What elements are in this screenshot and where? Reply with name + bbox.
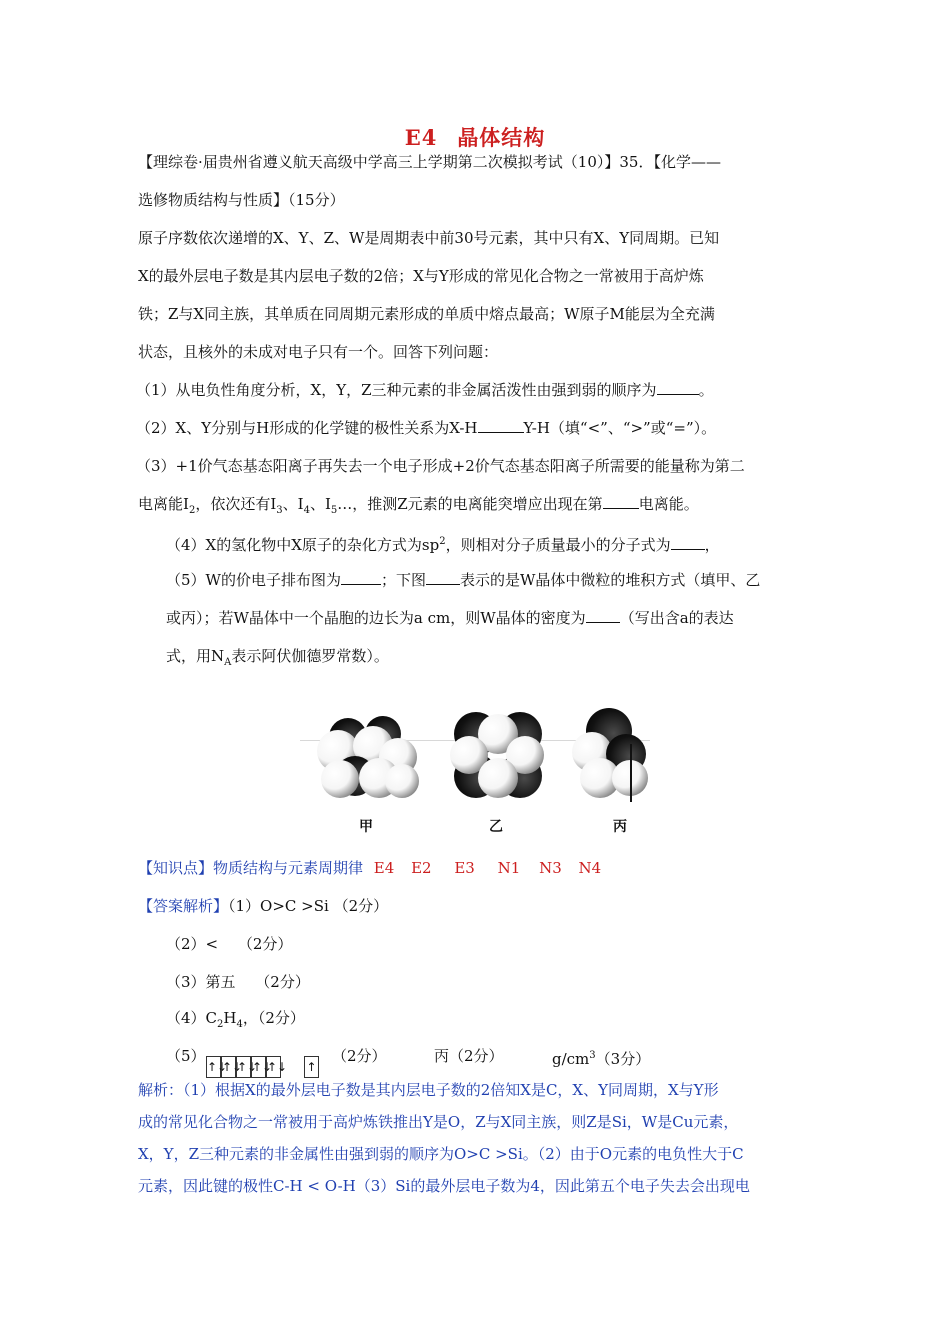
source-line-2: 选修物质结构与性质】（15分） bbox=[138, 191, 345, 209]
knowledge-code: E3 bbox=[454, 859, 475, 877]
caption-jia: 甲 bbox=[359, 819, 373, 835]
orbital-box: ↑↓ bbox=[221, 1056, 236, 1078]
question-3-line-2: 电离能$I_2$，依次还有$I_3$、$I_4$、$I_5\dots$，推测Z元素的电离能突增应出现在第 电离能。 bbox=[138, 495, 699, 516]
packing-bing-image bbox=[570, 708, 680, 803]
caption-yi: 乙 bbox=[489, 819, 503, 835]
source-line: 【理综卷·届贵州省遵义航天高级中学高三上学期第二次模拟考试（10）】35．【化学—— bbox=[138, 153, 721, 171]
analysis-line-4: 元素，因此键的极性C-H < O-H（3）Si的最外层电子数为4，因此第五个电子失去会出现电 bbox=[138, 1177, 750, 1195]
answer-5-bing: 丙（2分） bbox=[434, 1047, 504, 1065]
packing-yi-image bbox=[450, 708, 560, 803]
orbital-box-4s: ↑ bbox=[304, 1056, 319, 1078]
answer-blank[interactable] bbox=[478, 418, 524, 433]
knowledge-code: N4 bbox=[578, 859, 602, 877]
crystal-packing-figure bbox=[300, 708, 650, 838]
orbital-box: ↑↓ bbox=[236, 1056, 251, 1078]
question-4: （4）X的氢化物中X原子的杂化方式为$sp^2$，则相对分子质量最小的分子式为 ， bbox=[166, 536, 720, 554]
intro-line-3: 铁；Z与X同主族，其单质在同周期元素形成的单质中熔点最高；W原子M能层为全充满 bbox=[138, 305, 715, 323]
page-title bbox=[0, 122, 950, 152]
question-5-line-2: 或丙）；若W晶体中一个晶胞的边长为a cm，则W晶体的密度为 （写出含a的表达 bbox=[166, 609, 734, 627]
orbital-box: ↑↓ bbox=[266, 1056, 281, 1078]
answer-line-1: 【答案解析】（1）O>C >Si （2分） bbox=[138, 897, 389, 915]
analysis-line-2: 成的常见化合物之一常被用于高炉炼铁推出Y是O，Z与X同主族，则Z是Si，W是Cu元素， bbox=[138, 1113, 739, 1131]
answer-5-score-1: （2分） bbox=[332, 1047, 387, 1065]
answer-blank[interactable] bbox=[603, 494, 639, 509]
analysis-line-3: X，Y，Z三种元素的非金属性由强到弱的顺序为O>C >Si。（2）由于O元素的电负性大于C bbox=[138, 1145, 744, 1163]
knowledge-code: E2 bbox=[411, 859, 432, 877]
answer-5-density-unit: $g/cm^3(3$分） bbox=[552, 1050, 651, 1068]
knowledge-code: E4 bbox=[373, 859, 395, 877]
intro-line-2: X的最外层电子数是其内层电子数的2倍；X与Y形成的常见化合物之一常被用于高炉炼 bbox=[138, 267, 704, 285]
knowledge-point bbox=[138, 858, 601, 878]
answer-line-4: $(4)C_2H_4$，（2分） bbox=[166, 1009, 305, 1030]
packing-jia-image bbox=[315, 708, 425, 803]
caption-bing: 丙 bbox=[613, 819, 627, 835]
answer-blank[interactable] bbox=[657, 380, 699, 395]
question-5-line-1: （5）W的价电子排布图为 ；下图 表示的是W晶体中微粒的堆积方式（填甲、乙 bbox=[166, 571, 761, 589]
knowledge-code: N3 bbox=[539, 859, 562, 877]
answer-line-3: （3）第五 （2分） bbox=[166, 973, 310, 991]
intro-line-4: 状态，且核外的未成对电子只有一个。回答下列问题： bbox=[138, 343, 499, 361]
answer-blank[interactable] bbox=[586, 608, 620, 623]
question-3-line-1: （3）+1价气态基态阳离子再失去一个电子形成+2价气态基态阳离子所需要的能量称为第二 bbox=[136, 457, 745, 475]
answer-blank[interactable] bbox=[426, 570, 460, 585]
title-code: E4 bbox=[404, 125, 438, 150]
orbital-box: ↑↓ bbox=[251, 1056, 266, 1078]
answer-label: 【答案解析】 bbox=[138, 897, 229, 915]
knowledge-label: 【知识点】物质结构与元素周期律 bbox=[138, 859, 364, 877]
answer-line-2: （2）< （2分） bbox=[166, 935, 293, 953]
intro-line-1: 原子序数依次递增的X、Y、Z、W是周期表中前30号元素，其中只有X、Y同周期。已知 bbox=[138, 229, 720, 247]
analysis-line-1: 解析：（1）根据X的最外层电子数是其内层电子数的2倍知X是C，X、Y同周期，X与Y形 bbox=[138, 1081, 719, 1099]
orbital-box: ↑↓ bbox=[206, 1056, 221, 1078]
answer-line-5-label: （5） bbox=[166, 1047, 206, 1065]
question-5-line-3: 式，用$N_A$表示阿伏伽德罗常数）。 bbox=[166, 647, 389, 668]
question-2: （2）X、Y分别与H形成的化学键的极性关系为X-H Y-H（填“<”、“>”或“=”）。 bbox=[136, 419, 717, 437]
answer-blank[interactable] bbox=[671, 535, 705, 550]
question-1: （1）从电负性角度分析，X，Y，Z三种元素的非金属活泼性由强到弱的顺序为 。 bbox=[136, 381, 714, 399]
title-text: 晶体结构 bbox=[457, 125, 546, 150]
knowledge-code: N1 bbox=[497, 859, 521, 877]
answer-blank[interactable] bbox=[341, 570, 381, 585]
